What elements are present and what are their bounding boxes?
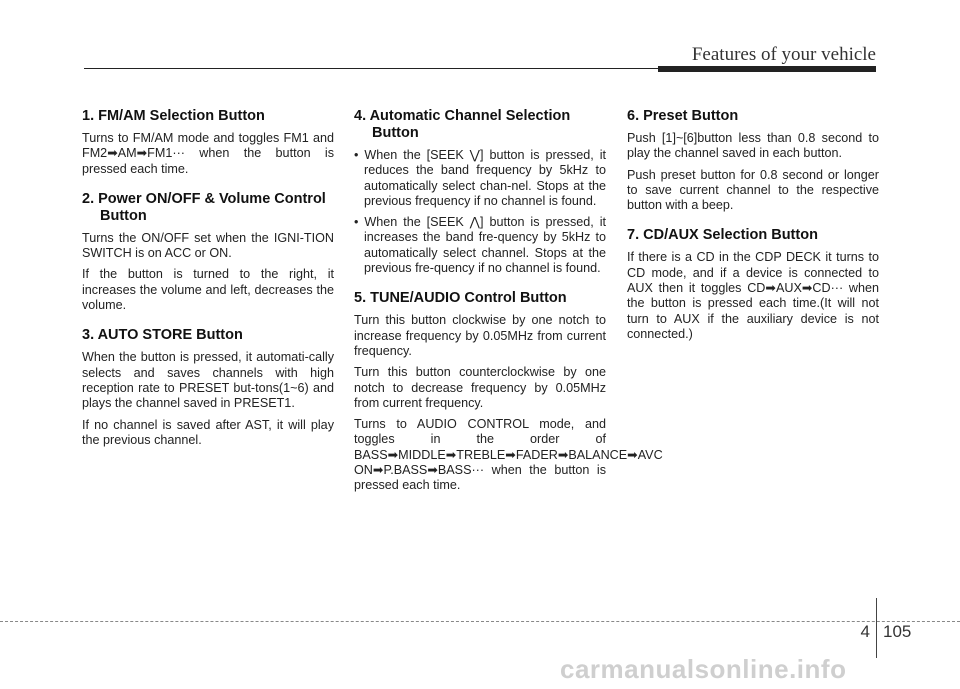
header-accent-bar <box>658 66 876 72</box>
paragraph: When the button is pressed, it automati-cally selects and saves channels with high reception rate to PRESET but-tons(1~6) and plays the channel saved in PRESET1. <box>82 350 334 411</box>
footer-divider <box>876 598 877 658</box>
column-2 <box>354 108 663 508</box>
column-1 <box>82 108 334 462</box>
paragraph: If the button is turned to the right, it increases the volume and left, decreases the volume. <box>82 267 334 313</box>
paragraph: If there is a CD in the CDP DECK it turns to CD mode, and if a device is connected to AUX then it toggles CD➡AUX➡CD··· when the button is pressed each time.(It will not turn to AUX if the auxiliary device is not connected.) <box>627 250 879 341</box>
paragraph: Push preset button for 0.8 second or longer to save current channel to the respective button with a beep. <box>627 167 879 213</box>
heading-tune-audio: 5. TUNE/AUDIO Control Button <box>354 290 567 307</box>
footer-dashed-rule <box>0 621 960 622</box>
page-number: 105 <box>883 622 912 641</box>
column-3 <box>627 108 879 356</box>
section-cd-aux <box>627 227 879 342</box>
section-title: Features of your vehicle <box>691 44 876 65</box>
paragraph: Turn this button counterclockwise by one notch to decrease frequency by 0.05MHz from current frequency. <box>354 365 606 410</box>
section-auto-store <box>82 327 334 448</box>
heading-power-volume: 2. Power ON/OFF & Volume Control Button <box>82 190 326 224</box>
heading-cd-aux: 7. CD/AUX Selection Button <box>627 227 818 244</box>
seek-list <box>354 148 606 276</box>
paragraph: If no channel is saved after AST, it will play the previous channel. <box>82 417 334 447</box>
paragraph: Turns to FM/AM mode and toggles FM1 and FM2➡AM➡FM1··· when the button is pressed each time. <box>82 131 334 176</box>
paragraph: Push [1]~[6]button less than 0.8 second to play the channel saved in each button. <box>627 131 879 161</box>
list-item: • When the [SEEK ⋀] button is pressed, it increases the band fre-quency by 5kHz to automatically select channel. Stops at the previous fre-quency if no channel is found. <box>354 215 606 276</box>
heading-auto-store: 3. AUTO STORE Button <box>82 327 243 344</box>
section-preset <box>627 108 879 213</box>
heading-seek: 4. Automatic Channel Selection Button <box>354 108 571 141</box>
list-item: • When the [SEEK ⋁] button is pressed, it reduces the band frequency by 5kHz to automatically select chan-nel. Stops at the previous frequency if no channel is found. <box>354 148 606 208</box>
section-fm-am <box>82 108 334 177</box>
watermark: carmanualsonline.info <box>560 654 847 684</box>
paragraph: Turn this button clockwise by one notch to increase frequency by 0.05MHz from current frequency. <box>354 313 606 358</box>
paragraph: Turns to AUDIO CONTROL mode, and toggles in the order of BASS➡MIDDLE➡TREBLE➡FADER➡BALANCE➡AVC ON➡P.BASS➡BASS··· when the button is pressed each time. <box>354 417 663 493</box>
paragraph: Turns the ON/OFF set when the IGNI-TION SWITCH is on ACC or ON. <box>82 230 334 261</box>
section-tune-audio <box>354 290 663 493</box>
section-seek <box>354 108 606 276</box>
heading-preset: 6. Preset Button <box>627 108 739 124</box>
heading-fm-am: 1. FM/AM Selection Button <box>82 108 265 124</box>
section-power-volume <box>82 191 334 313</box>
chapter-number: 4 <box>860 622 870 641</box>
